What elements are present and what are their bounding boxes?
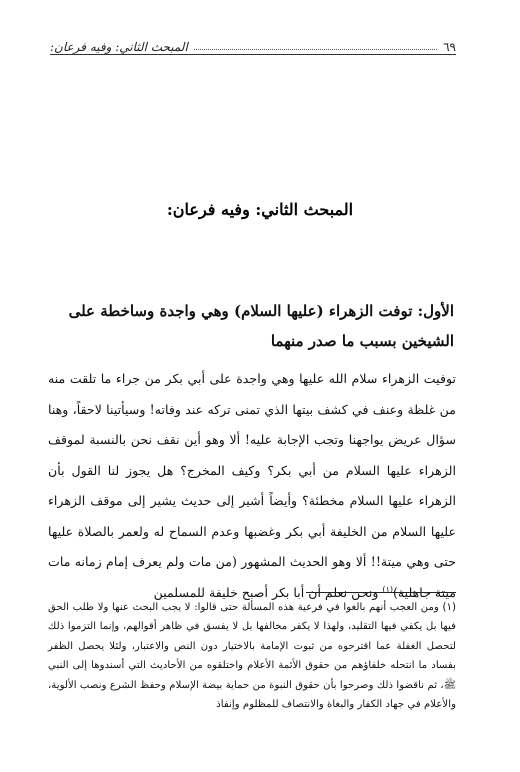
footnote-1 [48,598,456,714]
body-paragraph-end: ونحن نعلم أن أبا بكر أصبح خليفة للمسلمين [153,584,383,600]
footnote-number: (١) [442,602,456,613]
section-title: المبحث الثاني: وفيه فرعان: [166,200,354,219]
body-paragraph [48,364,456,608]
footnote-marker: (١) [382,584,393,594]
body-paragraph-text: توفيت الزهراء سلام الله عليها وهي واجدة على أبي بكر من جراء ما تلقت منه من غلظة وعنف في كشف بيتها الذي تمنى تركه عند وفاته! وسيأتينا لاحقاً، وهنا سؤال عريض يواجهنا وتجب الإجابة عليه! ألا وهو أين نقف نحن بالنسبة لموقف الزهراء عليها السلام من أبي بكر؟ وكيف المخرج؟ هل يجوز لنا القول بأن الزهراء عليها السلام مخطئة؟ وأيضاً أشير إلى حديث يشير إلى موقف الزهراء عليها السلام من الخليفة أبي بكر وغضبها وعدم السماح له ولعمر بالصلاة عليها حتى وهي ميتة!! ألا وهو الحديث المشهور (من مات ولم يعرف إمام زمانه مات ميتة جاهلية) [48,371,456,600]
footnotes [48,598,456,714]
subheading: الأول: توفت الزهراء (عليها السلام) وهي واجدة وساخطة على الشيخين بسبب ما صدر منهما [68,302,454,350]
footnote-text: ومن العجب أنهم بالغوا في فرعية هذه المسألة حتى قالوا: لا يجب البحث عنها ولا طلب الحق فيها بل يكفي فيها التقليد، ولهذا لا يكفر مخالفها بل لا يفسق في ظاهر أقوالهم، وإنما التزموا ذلك لتحصل الغفلة عما اقترحوه من ثبوت الإمامة بالاختيار دون النص والاعتبار، ولئلا يحصل الظفر بفساد ما انتحله خلفاؤهم من حقوق الأئمة الأعلام واختلقوه من الأحاديث التي أسندوها إلى النبي ﷺ، ثم ناقضوا ذلك وصرحوا بأن حقوق النبوة من حماية بيضة الإسلام وحفظ الشرع ونصب الألوية، والأعلام في جهاد الكفار والبغاة والانتصاف للمظلوم وإنفاذ [48,602,456,711]
running-title: المبحث الثاني: وفيه فرعان: [50,40,188,54]
page-number: ٦٩ [443,40,456,54]
footnote-separator [306,592,456,593]
running-header [50,32,456,55]
body-text [48,364,456,608]
header-leader-dots [194,48,437,50]
